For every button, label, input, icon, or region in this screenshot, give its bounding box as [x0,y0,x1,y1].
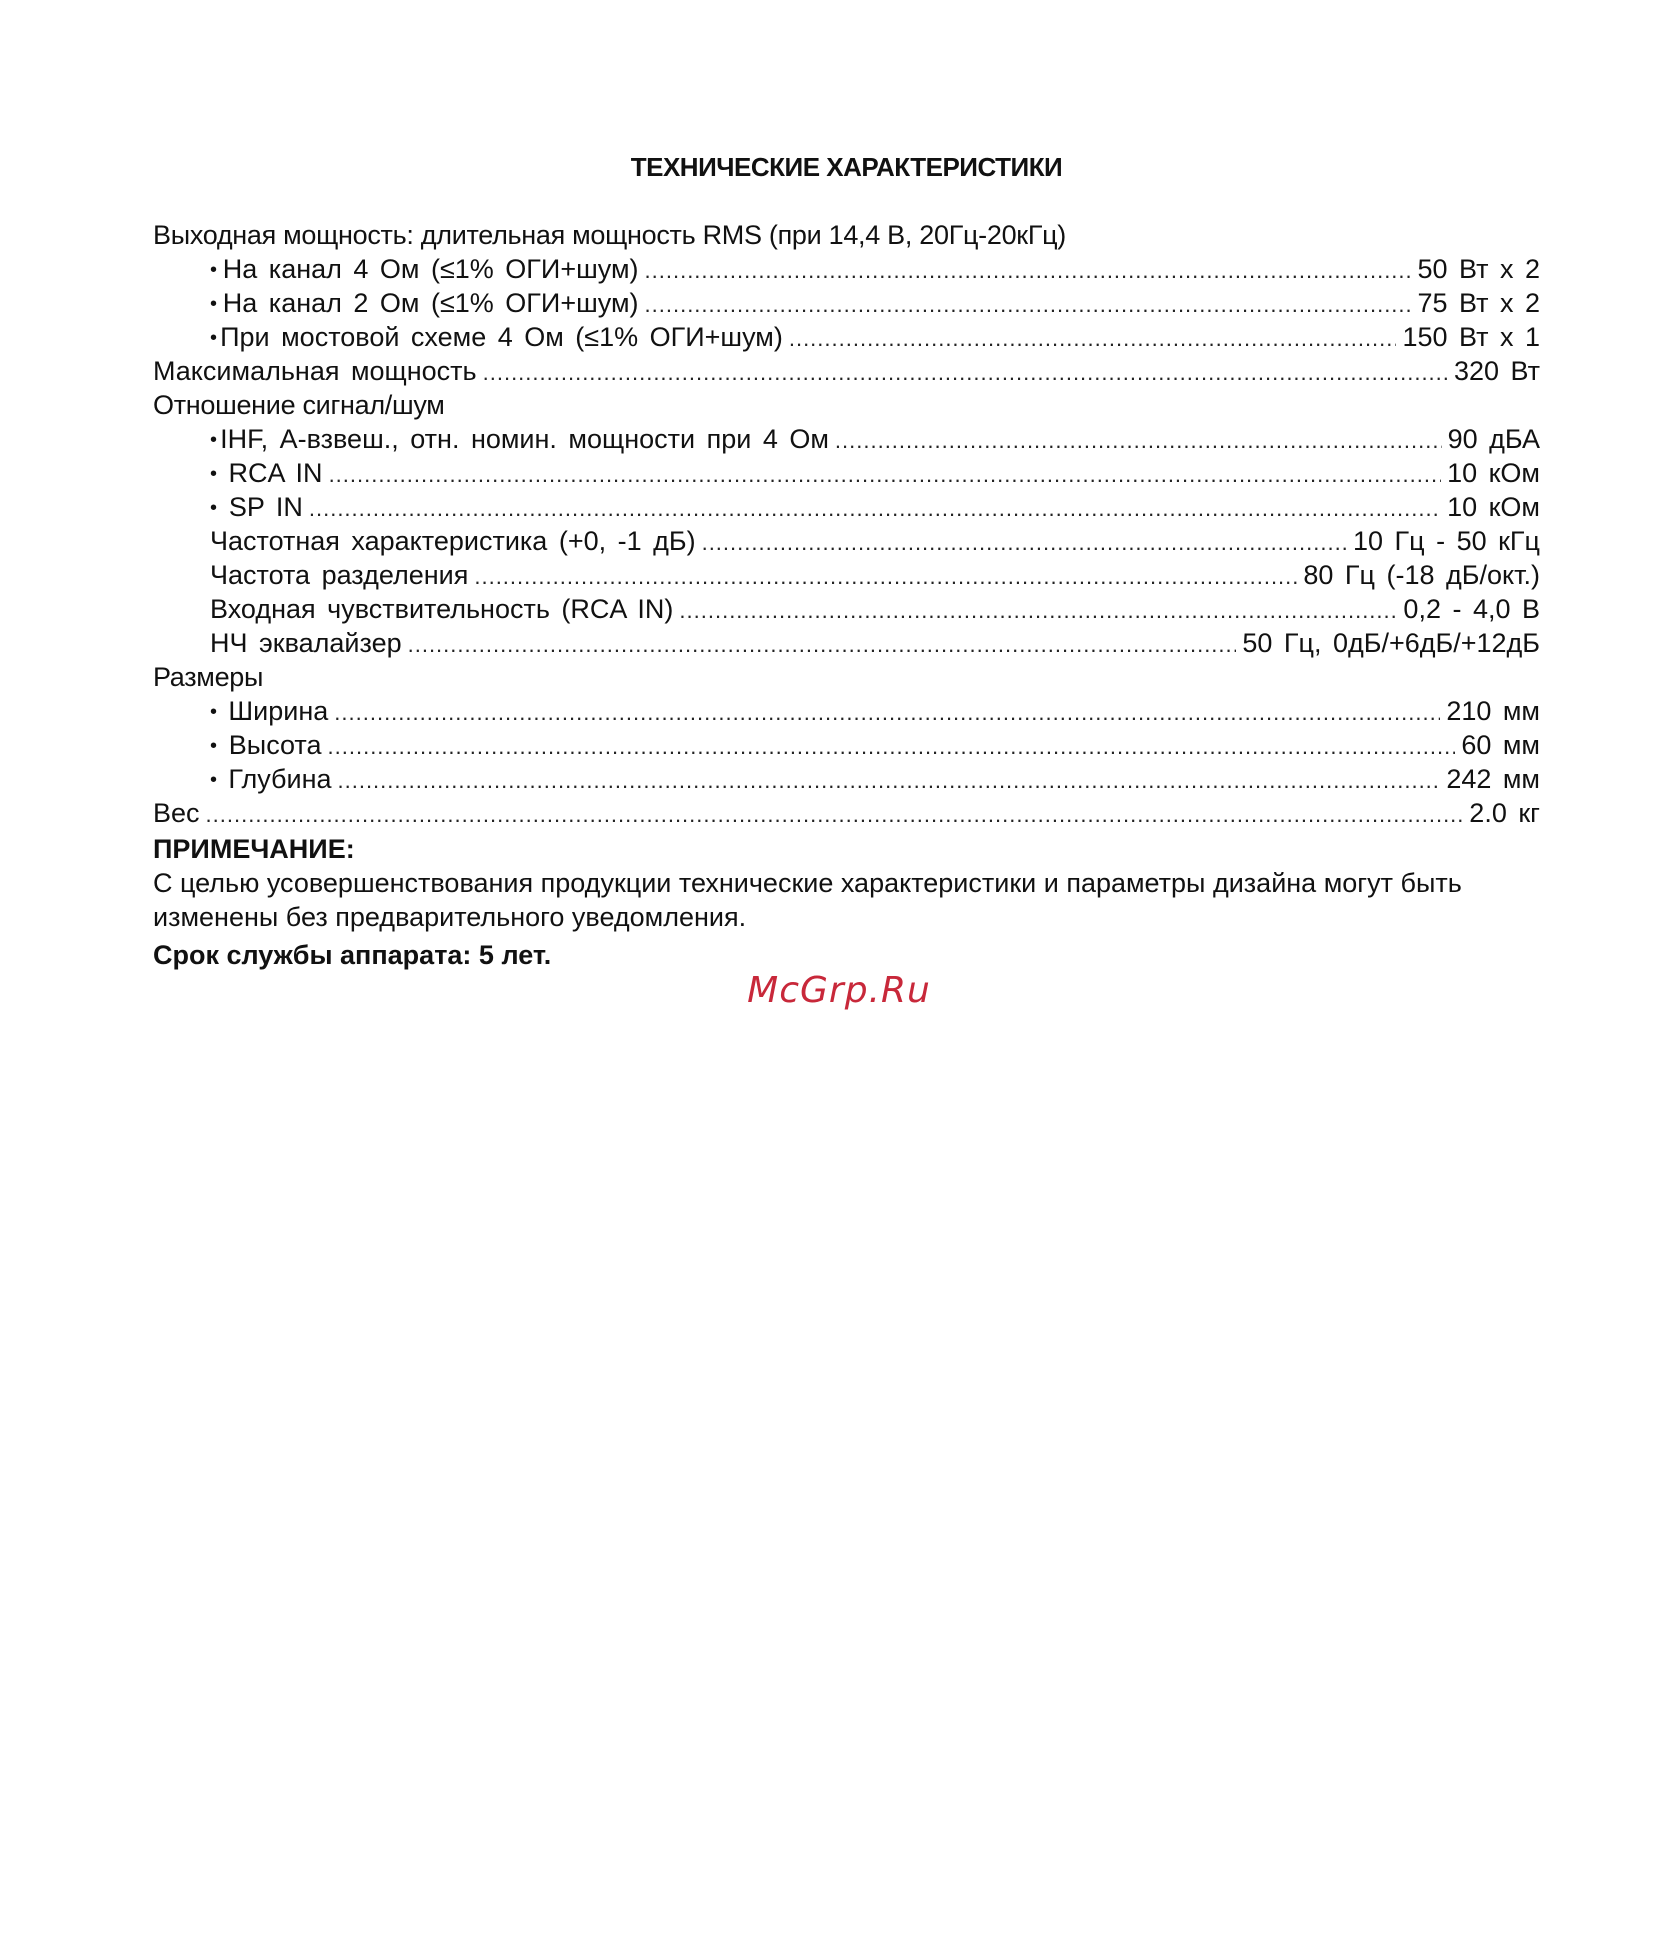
spec-value: 90 дБА [1447,424,1540,454]
spec-row [153,456,1540,490]
bullet-icon: • [210,701,218,723]
spec-row [153,354,1540,388]
spec-value: 50 Гц, 0дБ/+6дБ/+12дБ [1242,628,1540,658]
spec-row [153,558,1540,592]
dot-leader [474,560,1297,594]
dot-leader [483,356,1448,390]
spec-page [153,150,1540,972]
bullet-icon: • [210,293,218,315]
bullet-icon: • [210,497,218,519]
spec-value: 242 мм [1446,764,1540,794]
snr-heading: Отношение сигнал/шум [153,390,445,420]
spec-value: 150 Вт х 1 [1402,322,1540,352]
spec-value: 10 кОм [1447,458,1540,488]
spec-value: 320 Вт [1453,356,1540,386]
spec-value: 50 Вт х 2 [1417,254,1540,284]
spec-row [153,320,1540,354]
spec-value: 10 кОм [1447,492,1540,522]
spec-label: RCA IN [228,458,323,488]
dot-leader [679,594,1397,628]
spec-label: Максимальная мощность [153,356,477,386]
dot-leader [789,322,1397,356]
spec-label: На канал 2 Ом (≤1% ОГИ+шум) [222,288,639,318]
spec-row [153,796,1540,830]
spec-label: SP IN [228,492,303,522]
spec-label: НЧ эквалайзер [210,628,402,658]
dot-leader [206,798,1464,832]
spec-value: 210 мм [1446,696,1540,726]
spec-value: 0,2 - 4,0 В [1403,594,1540,624]
spec-value: 2.0 кг [1469,798,1540,828]
bullet-icon: • [210,327,218,349]
service-life: Срок службы аппарата: 5 лет. [153,940,552,970]
spec-value: 80 Гц (-18 дБ/окт.) [1303,560,1540,590]
spec-label: Частота разделения [210,560,469,590]
spec-label: Вес [153,798,200,828]
spec-list [153,218,1540,830]
spec-row [153,626,1540,660]
spec-label: IHF, А-взвеш., отн. номин. мощности при 4 Ом [220,424,829,454]
spec-label: На канал 4 Ом (≤1% ОГИ+шум) [222,254,639,284]
spec-label: Входная чувствительность (RCA IN) [210,594,674,624]
dot-leader [334,696,1440,730]
spec-value: 60 мм [1461,730,1540,760]
bullet-icon: • [210,259,218,281]
spec-row [153,728,1540,762]
bullet-icon: • [210,769,218,791]
spec-label: Глубина [228,764,332,794]
spec-row [153,286,1540,320]
output-power-heading: Выходная мощность: длительная мощность RMS (при 14,4 В, 20Гц-20кГц) [153,220,1066,250]
dot-leader [835,424,1442,458]
spec-row [153,694,1540,728]
dot-leader [645,254,1412,288]
bullet-icon: • [210,463,218,485]
page-title: ТЕХНИЧЕСКИЕ ХАРАКТЕРИСТИКИ [630,152,1063,182]
bullet-icon: • [210,735,218,757]
spec-value: 75 Вт х 2 [1417,288,1540,318]
spec-label: При мостовой схеме 4 Ом (≤1% ОГИ+шум) [220,322,783,352]
watermark: McGrp.Ru [747,970,931,1011]
note-title: ПРИМЕЧАНИЕ: [153,834,355,864]
bullet-icon: • [210,429,218,451]
spec-row [153,252,1540,286]
dot-leader [702,526,1347,560]
spec-row [153,422,1540,456]
spec-value: 10 Гц - 50 кГц [1352,526,1540,556]
spec-label: Высота [228,730,322,760]
spec-row [153,762,1540,796]
spec-row [153,490,1540,524]
dot-leader [309,492,1441,526]
dot-leader [328,730,1456,764]
spec-row [153,524,1540,558]
dot-leader [329,458,1442,492]
spec-row [153,592,1540,626]
spec-label: Ширина [228,696,329,726]
dimensions-heading: Размеры [153,662,264,692]
dot-leader [645,288,1412,322]
dot-leader [408,628,1237,662]
dot-leader [338,764,1441,798]
note-text: С целью усовершенствования продукции технические характеристики и параметры дизайна могут быть изменены без предварительного уведомления. [153,868,1462,932]
spec-label: Частотная характеристика (+0, -1 дБ) [210,526,696,556]
